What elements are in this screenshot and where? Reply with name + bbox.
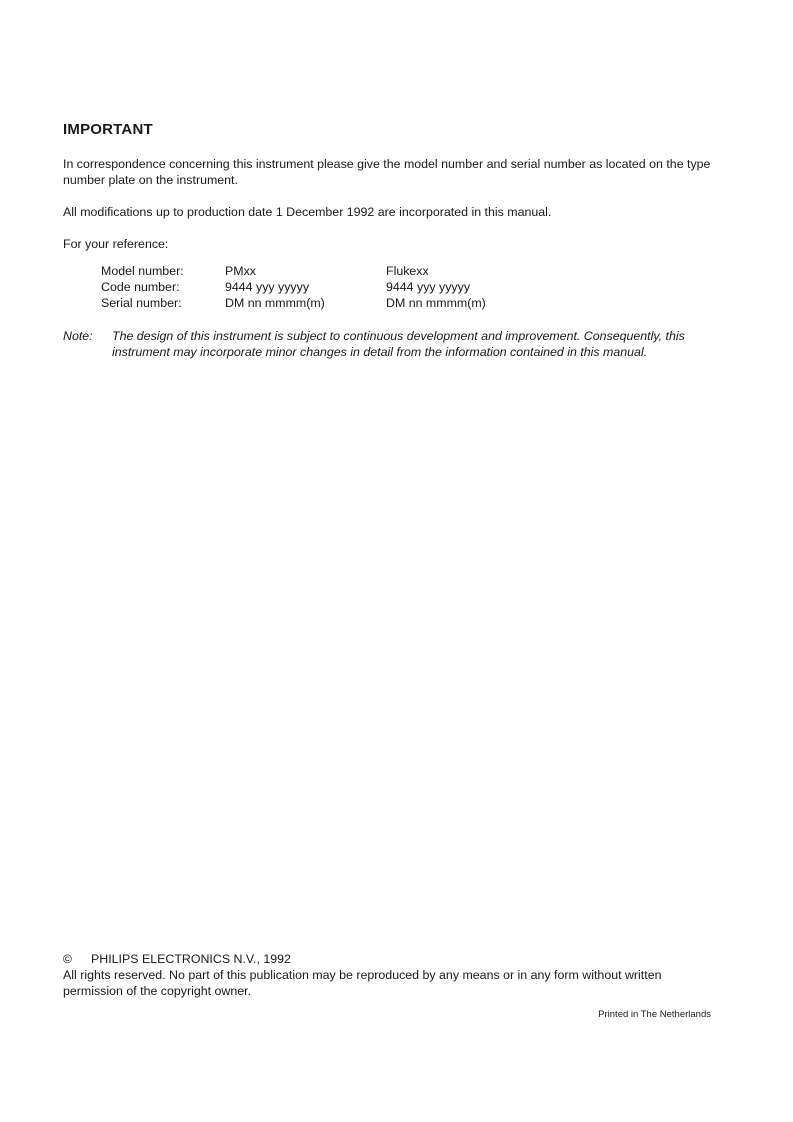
reference-table (101, 263, 486, 311)
copyright-owner: PHILIPS ELECTRONICS N.V., 1992 (91, 952, 291, 966)
table-row (101, 279, 486, 295)
page-title: IMPORTANT (63, 121, 153, 138)
row-value-fluke: 9444 yyy yyyyy (386, 280, 471, 294)
rights-statement: All rights reserved. No part of this publication may be reproduced by any means or in any form without written permission of the copyright owner. (63, 968, 662, 998)
note-text: The design of this instrument is subject to continuous development and improvement. Consequently, this instrument may incorporate minor changes in detail from the information contained in this manual. (112, 329, 685, 359)
correspondence-paragraph: In correspondence concerning this instrument please give the model number and serial number as located on the type number plate on the instrument. (63, 157, 711, 187)
reference-intro: For your reference: (63, 237, 169, 251)
row-value-philips: PMxx (225, 264, 256, 278)
table-row (101, 295, 486, 311)
row-label: Serial number: (101, 296, 182, 310)
row-label: Code number: (101, 280, 180, 294)
table-row (101, 263, 486, 279)
row-value-fluke: Flukexx (386, 264, 429, 278)
copyright-icon: © (63, 952, 72, 966)
note-block (63, 328, 723, 360)
row-value-philips: 9444 yyy yyyyy (225, 280, 310, 294)
row-value-philips: DM nn mmmm(m) (225, 296, 325, 310)
printed-in-note: Printed in The Netherlands (598, 1009, 711, 1020)
row-value-fluke: DM nn mmmm(m) (386, 296, 486, 310)
row-label: Model number: (101, 264, 184, 278)
modifications-paragraph: All modifications up to production date 1 December 1992 are incorporated in this manual. (63, 205, 552, 219)
copyright-line (63, 951, 291, 967)
note-label: Note: (63, 329, 93, 343)
